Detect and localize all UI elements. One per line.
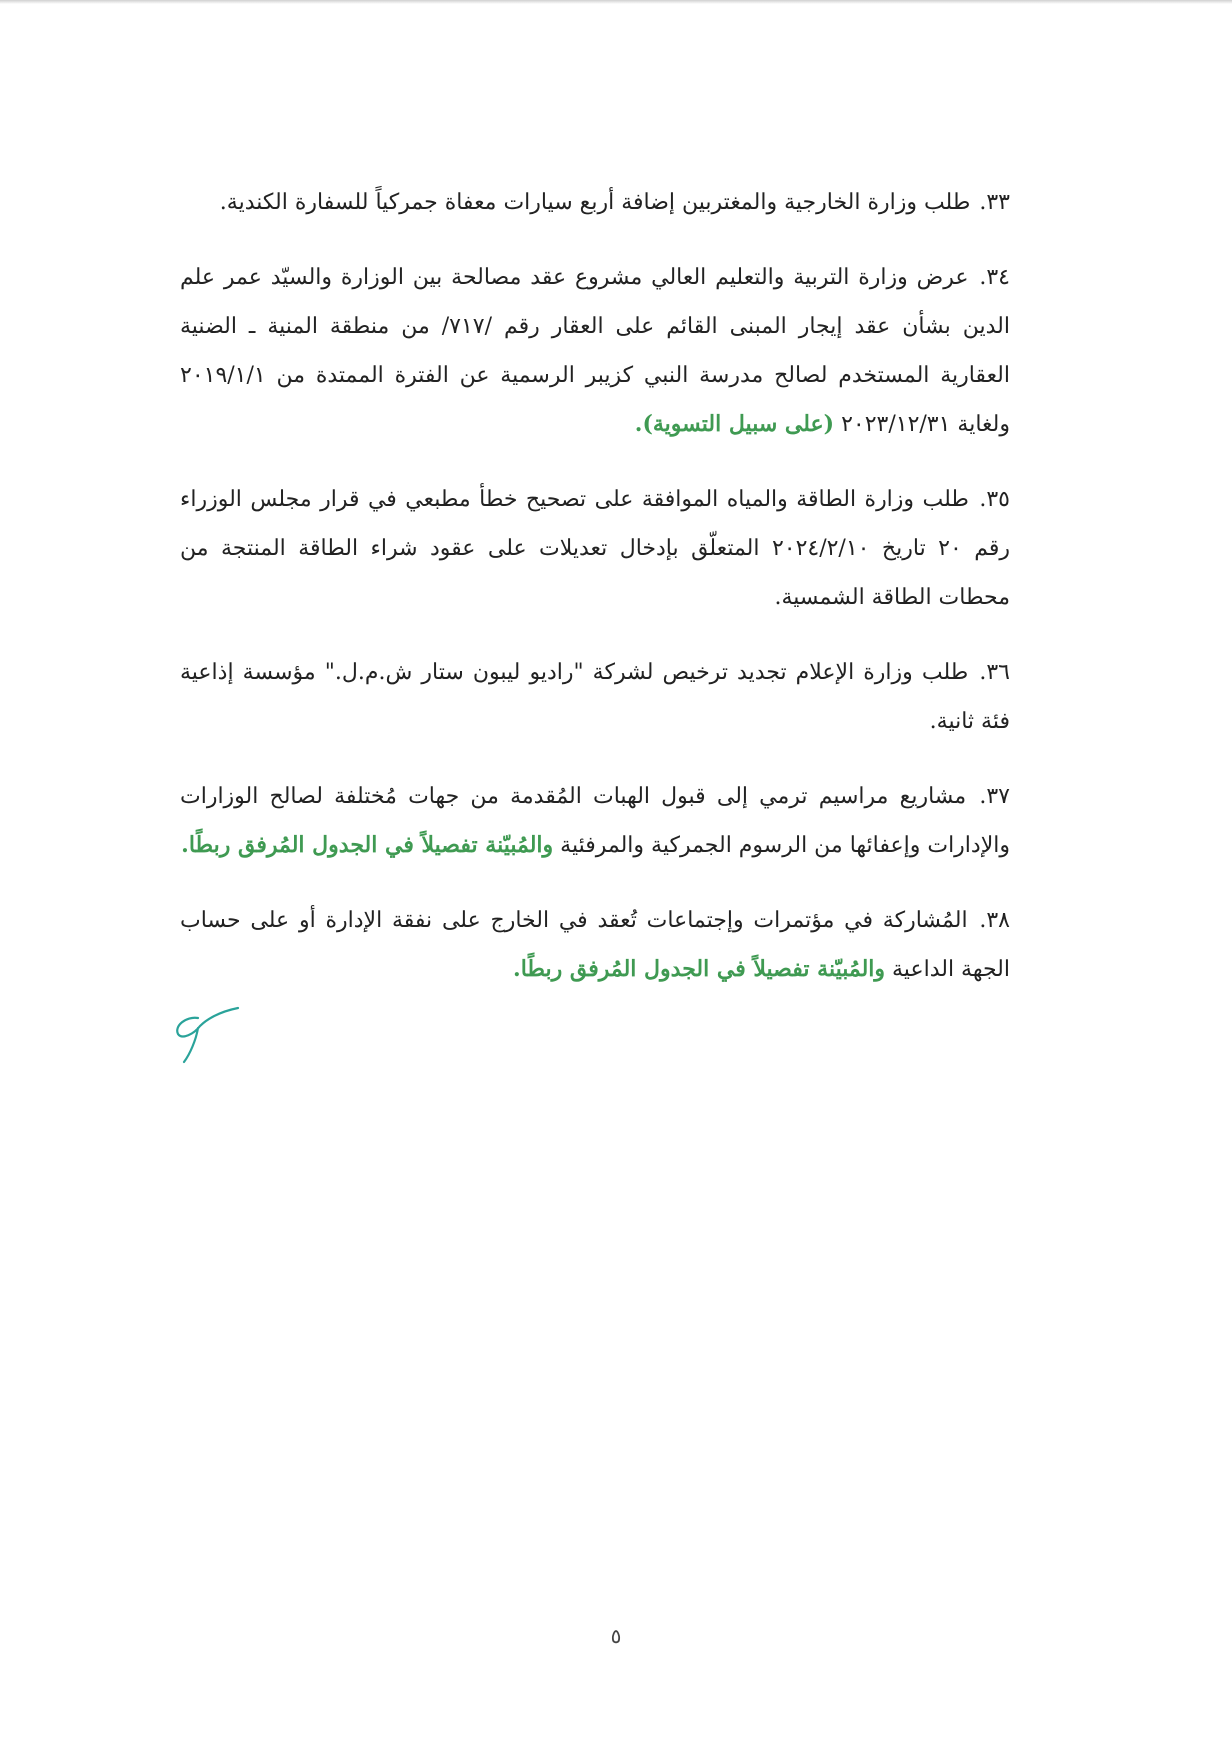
item-highlight: والمُبيّنة تفصيلاً في الجدول المُرفق ربطًا. [181,832,554,858]
item-text: المُشاركة في مؤتمرات وإجتماعات تُعقد في الخارج على نفقة الإدارة أو على حساب الجهة الداعية [180,908,1010,982]
item-number: ٣٣. [979,190,1010,215]
item-number: ٣٨. [979,908,1010,933]
signature-stroke [177,1008,238,1062]
item-text: مشاريع مراسيم ترمي إلى قبول الهبات المُقدمة من جهات مُختلفة لصالح الوزارات والإدارات وإعفائها من الرسوم الجمركية والمرفئية [180,784,1010,858]
item-number: ٣٤. [979,265,1010,290]
page-number: ٥ [610,1624,622,1648]
item-number: ٣٧. [979,784,1010,809]
agenda-item-37 [180,772,1010,870]
agenda-item-36 [180,648,1010,746]
item-number: ٣٥. [979,487,1010,512]
item-text: طلب وزارة الخارجية والمغتربين إضافة أربع سيارات معفاة جمركياً للسفارة الكندية. [219,190,971,215]
signature-initials [168,1004,248,1068]
item-highlight: (على سبيل التسوية). [634,411,835,437]
item-text: طلب وزارة الطاقة والمياه الموافقة على تصحيح خطأ مطبعي في قرار مجلس الوزراء رقم ٢٠ تاريخ ٢٠٢٤/٢/١٠ المتعلّق بإدخال تعديلات على عقود شراء الطاقة المنتجة من محطات الطاقة الشمسية. [180,487,1011,610]
item-text: طلب وزارة الإعلام تجديد ترخيص لشركة "راديو ليبون ستار ش.م.ل." مؤسسة إذاعية فئة ثانية. [180,660,1010,734]
agenda-item-35 [180,475,1010,622]
agenda-item-38 [180,896,1010,994]
agenda-items [180,178,1010,1020]
item-text: عرض وزارة التربية والتعليم العالي مشروع عقد مصالحة بين الوزارة والسيّد عمر علم الدين بشأن عقد إيجار المبنى القائم على العقار رقم /٧١٧/ من منطقة المنية ـ الضنية العقارية المستخدم لصالح مدرسة النبي كزيبر الرسمية عن الفترة الممتدة من ٢٠١٩/١/١ ولغاية ٢٠٢٣/١٢/٣١ [180,265,1010,437]
item-highlight: والمُبيّنة تفصيلاً في الجدول المُرفق ربطًا. [513,956,886,982]
item-number: ٣٦. [979,660,1010,685]
agenda-item-33 [180,178,1010,227]
scan-top-edge [0,0,1232,4]
agenda-item-34 [180,253,1010,449]
